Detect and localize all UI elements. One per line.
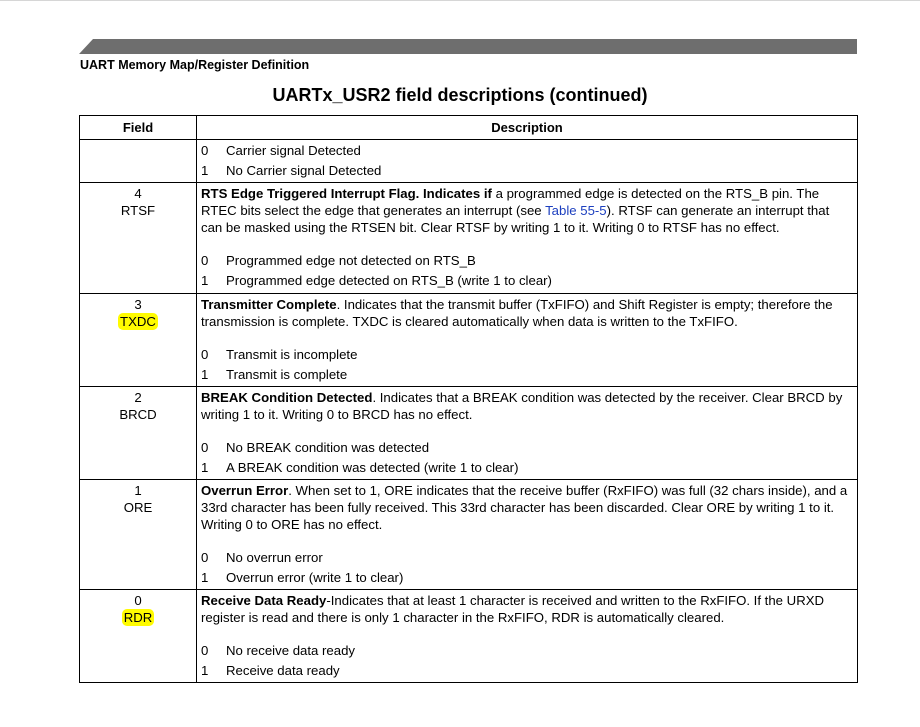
field-descriptions-table bbox=[79, 115, 858, 683]
description-cell bbox=[197, 140, 858, 183]
field-name: RDR bbox=[123, 610, 153, 625]
value-item: 0 No BREAK condition was detected bbox=[201, 439, 430, 455]
section-header-bar bbox=[79, 39, 857, 54]
table-row bbox=[80, 140, 858, 183]
page-top-border bbox=[0, 0, 920, 1]
field-description: Transmitter Complete. Indicates that the transmit buffer (TxFIFO) and Shift Register is empty; therefore the transmission is complete. TXDC is cleared automatically when data is written to the TxFIFO. bbox=[201, 297, 833, 329]
field-bit: 3 bbox=[134, 297, 142, 312]
description-cell bbox=[197, 480, 858, 590]
field-bit: 2 bbox=[134, 390, 142, 405]
field-name: TXDC bbox=[120, 314, 156, 329]
field-cell bbox=[80, 387, 197, 480]
value-item: 0 No overrun error bbox=[201, 549, 323, 565]
table-title: UARTx_USR2 field descriptions (continued) bbox=[272, 85, 648, 105]
value-item: 1 Transmit is complete bbox=[201, 366, 348, 382]
table-row bbox=[80, 387, 858, 480]
description-cell bbox=[197, 387, 858, 480]
field-description: RTS Edge Triggered Interrupt Flag. Indicates if a programmed edge is detected on the RTS_B pin. The RTEC bits select the edge that generates an interrupt (see Table 55-5). RTSF can generate an interrupt that can be masked using the RTSEN bit. Clear RTSF by writing 1 to it. Writing 0 to RTSF has no effect. bbox=[201, 186, 830, 235]
field-description: Overrun Error. When set to 1, ORE indicates that the receive buffer (RxFIFO) was full (32 chars inside), and a 33rd character has been fully received. This 33rd character has been discarded. Clear ORE by writing 1 to it. Writing 0 to ORE has no effect. bbox=[201, 483, 848, 532]
field-description: BREAK Condition Detected. Indicates that a BREAK condition was detected by the receiver. Clear BRCD by writing 1 to it. Writing 0 to BRCD has no effect. bbox=[201, 390, 843, 422]
field-column-header: Field bbox=[80, 116, 197, 140]
value-item: 1 Overrun error (write 1 to clear) bbox=[201, 569, 404, 585]
table-row bbox=[80, 480, 858, 590]
value-item: 0 No receive data ready bbox=[201, 642, 356, 658]
field-name: RTSF bbox=[120, 203, 156, 218]
field-name: ORE bbox=[123, 500, 153, 515]
table-reference-link[interactable]: Table 55-5 bbox=[545, 203, 607, 218]
field-cell bbox=[80, 480, 197, 590]
value-item: 1 Programmed edge detected on RTS_B (write 1 to clear) bbox=[201, 272, 552, 288]
field-cell bbox=[80, 183, 197, 294]
table-row bbox=[80, 183, 858, 294]
section-title: UART Memory Map/Register Definition bbox=[80, 58, 310, 72]
value-item: 1 A BREAK condition was detected (write 1 to clear) bbox=[201, 459, 519, 475]
description-cell bbox=[197, 183, 858, 294]
table-row bbox=[80, 590, 858, 683]
value-item: 0 Transmit is incomplete bbox=[201, 346, 358, 362]
field-cell bbox=[80, 140, 197, 183]
field-cell bbox=[80, 294, 197, 387]
value-item: 0 Programmed edge not detected on RTS_B bbox=[201, 252, 476, 268]
field-name: BRCD bbox=[119, 407, 157, 422]
description-cell bbox=[197, 294, 858, 387]
value-item: 1 No Carrier signal Detected bbox=[201, 162, 382, 178]
table-row bbox=[80, 294, 858, 387]
field-bit: 1 bbox=[134, 483, 142, 498]
table-header-row bbox=[80, 116, 858, 140]
field-description: Receive Data Ready-Indicates that at least 1 character is received and written to the RxFIFO. If the URXD register is read and there is only 1 character in the RxFIFO, RDR is automatically cleared. bbox=[201, 593, 825, 625]
description-cell bbox=[197, 590, 858, 683]
description-column-header: Description bbox=[197, 116, 858, 140]
field-bit: 0 bbox=[134, 593, 142, 608]
value-item: 0 Carrier signal Detected bbox=[201, 142, 361, 158]
value-item: 1 Receive data ready bbox=[201, 662, 340, 678]
field-cell bbox=[80, 590, 197, 683]
field-bit: 4 bbox=[134, 186, 142, 201]
